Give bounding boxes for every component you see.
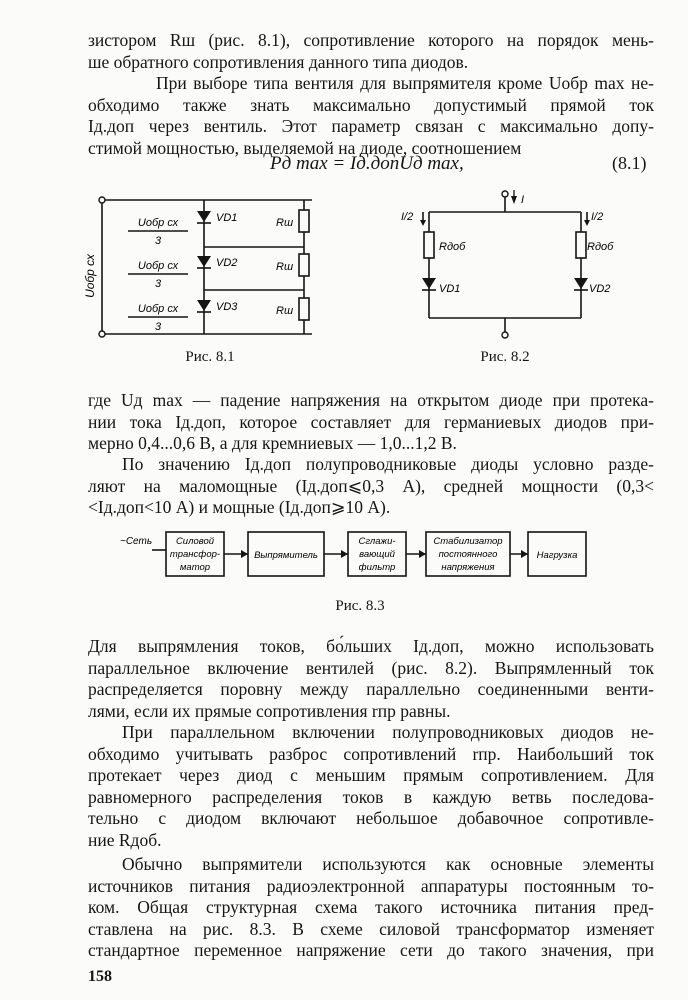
resistor-label: Rдоб xyxy=(439,241,466,253)
half-current-label: I/2 xyxy=(591,211,604,223)
paragraph-3 xyxy=(88,390,654,455)
block-filter-line: вающий xyxy=(359,549,395,560)
text-line: тельно с диодом включают небольшое добавочное сопротивле- xyxy=(88,808,654,828)
text-line: распределяется поровну между параллельно соединенными венти- xyxy=(88,679,654,699)
figure-8-3 xyxy=(120,526,600,586)
block-filter-line: Сглажи- xyxy=(358,536,396,547)
text-line: где Uд max — падение напряжения на открытом диоде при протека- xyxy=(88,390,654,410)
resistor-label: Rш xyxy=(276,217,294,229)
text-line: стимой мощностью, выделяемой на диоде, соотношением xyxy=(88,137,522,158)
half-current-label: I/2 xyxy=(401,211,414,223)
text-line: равномерного распределения токов в каждую ветвь последова- xyxy=(88,786,654,807)
text-line: При выборе типа вентиля для выпрямителя кроме Uобр max не- xyxy=(156,73,654,93)
text-line: ляют на маломощные (Iд.доп⩽0,3 А), средней мощности (0,3< xyxy=(88,475,654,496)
paragraph-1 xyxy=(88,30,654,73)
figure-8-2-caption: Рис. 8.2 xyxy=(480,349,530,365)
fraction-denominator: 3 xyxy=(154,321,162,333)
text-line: протекает через диод с меньшим прямым сопротивлением. Для xyxy=(88,765,654,785)
diode-label: VD3 xyxy=(216,301,238,313)
text-line: зистором Rш (рис. 8.1), сопротивление которого на порядок мень- xyxy=(88,30,654,50)
fraction-numerator: Uобр сх xyxy=(137,217,179,229)
text-line: ше обратного сопротивления данного типа диодов. xyxy=(88,51,469,72)
block-load: Нагрузка xyxy=(536,550,578,561)
block-stabilizer-line: Стабилизатор xyxy=(433,536,503,547)
text-line: обходимо учитывать разброс сопротивлений rпр. Наибольший ток xyxy=(88,743,654,764)
paragraph-7 xyxy=(88,854,654,962)
text-line: параллельное включение вентилей (рис. 8.2). Выпрямленный ток xyxy=(88,657,654,678)
text-line: стандартное переменное напряжение сети до такого значения, при xyxy=(88,940,654,960)
current-label: I xyxy=(521,194,525,206)
fraction-denominator: 3 xyxy=(154,278,162,290)
resistor-label: Rш xyxy=(276,261,294,273)
text-line: обходимо также знать максимально допустимый прямой ток xyxy=(88,94,654,115)
text-line: Iд.доп через вентиль. Этот параметр связан с максимально допу- xyxy=(88,116,654,136)
text-line: нии тока Iд.доп, которое составляет для германиевых диодов при- xyxy=(88,411,654,432)
text-line: Для выпрямления токов, бо́льших Iд.доп, можно использовать xyxy=(88,636,654,656)
resistor-label: Rдоб xyxy=(587,241,614,253)
block-stabilizer-line: напряжения xyxy=(441,562,495,573)
text-line: По значению Iд.доп полупроводниковые диоды условно разде- xyxy=(122,454,654,474)
paragraph-6 xyxy=(88,722,654,851)
text-line: источников питания радиоэлектронной аппаратуры постоянным то- xyxy=(88,875,654,896)
text-line: лями, если их прямые сопротивления rпр равны. xyxy=(88,700,451,721)
block-rectifier: Выпрямитель xyxy=(254,550,318,561)
text-line: ставлена на рис. 8.3. В схеме силовой трансформатор изменяет xyxy=(88,918,654,939)
page-number: 158 xyxy=(88,968,112,985)
formula-8-1: Pд max = Iд.допUд max, xyxy=(270,153,464,174)
input-label: ~Сеть xyxy=(120,536,153,547)
resistor-label: Rш xyxy=(276,305,294,317)
paragraph-2 xyxy=(88,73,654,159)
fraction-numerator: Uобр сх xyxy=(137,260,179,272)
figure-8-1 xyxy=(80,186,340,346)
text-line: При параллельном включении полупроводниковых диодов не- xyxy=(122,722,654,742)
text-line: ком. Общая структурная схема такого источника питания пред- xyxy=(88,897,654,917)
diode-label: VD1 xyxy=(439,283,461,295)
formula-number: (8.1) xyxy=(612,153,647,173)
diode-label: VD1 xyxy=(216,212,238,224)
paragraph-5 xyxy=(88,636,654,722)
text-line: мерно 0,4...0,6 В, а для кремниевых — 1,0...1,2 В. xyxy=(88,433,457,453)
diode-label: VD2 xyxy=(589,283,611,295)
figure-8-2 xyxy=(395,186,615,346)
block-transformer-line: Силовой xyxy=(175,536,215,547)
text-line: Обычно выпрямители используются как основные элементы xyxy=(122,854,654,874)
diode-label: VD2 xyxy=(216,257,238,269)
voltage-label: Uобр сх xyxy=(83,254,97,298)
text-line: ние Rдоб. xyxy=(88,829,162,850)
block-stabilizer-line: постоянного xyxy=(438,549,498,560)
fraction-denominator: 3 xyxy=(154,235,162,247)
figure-8-1-caption: Рис. 8.1 xyxy=(185,349,235,365)
figure-8-3-caption: Рис. 8.3 xyxy=(335,598,385,614)
paragraph-4 xyxy=(88,454,654,519)
block-transformer-line: матор xyxy=(179,562,211,573)
text-line: <Iд.доп<10 А) и мощные (Iд.доп⩾10 А). xyxy=(88,497,391,517)
block-transformer-line: трансфор- xyxy=(169,549,221,560)
fraction-numerator: Uобр сх xyxy=(137,303,179,315)
block-filter-line: фильтр xyxy=(358,562,396,573)
